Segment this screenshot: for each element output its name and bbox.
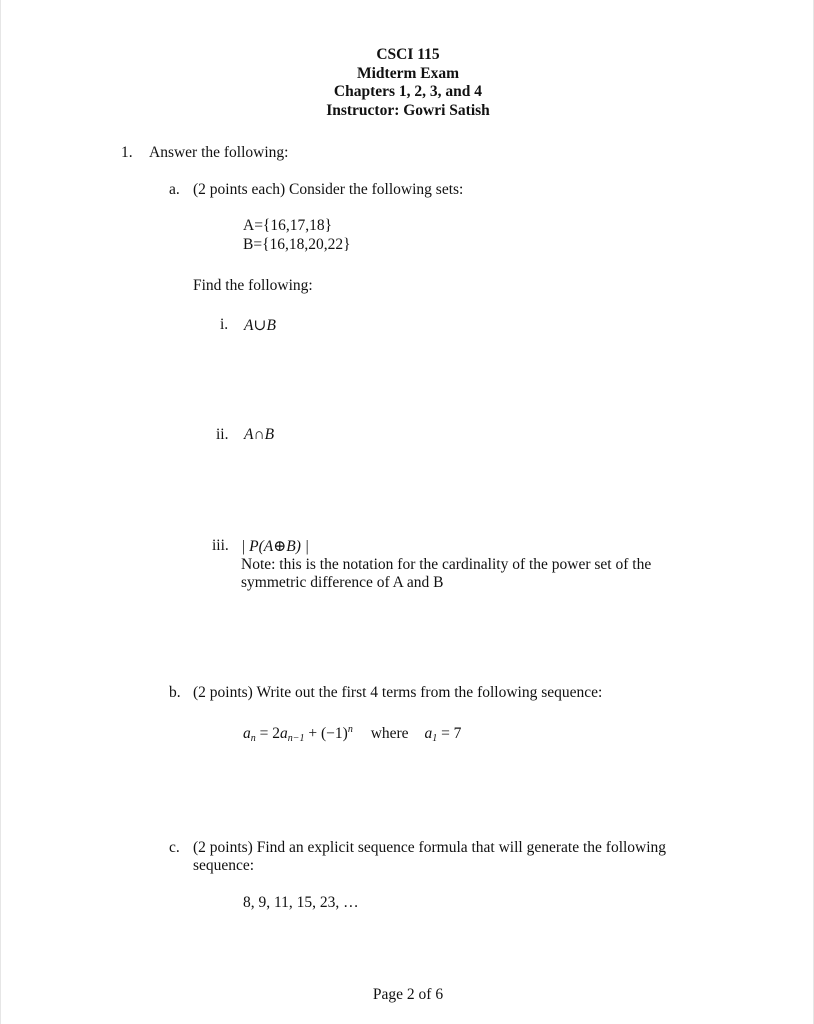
course-title: CSCI 115 <box>376 46 440 63</box>
formula-lhs-subscript: n <box>250 733 256 744</box>
part-c-label: c. <box>169 839 180 856</box>
part-b-text: (2 points) Write out the first 4 terms from the following sequence: <box>193 684 603 701</box>
formula-term-subscript: n−1 <box>287 733 305 744</box>
item-iii-label: iii. <box>212 537 229 554</box>
exam-title: Midterm Exam <box>356 64 459 82</box>
item-ii-expression: A∩B <box>244 426 275 443</box>
part-c-text: (2 points) Find an explicit sequence formula that will generate the following sequence: <box>193 839 667 874</box>
page-number: Page 2 of 6 <box>372 986 444 1003</box>
part-a-label: a. <box>169 181 180 198</box>
question-prompt: Answer the following: <box>149 144 289 161</box>
item-ii-label: ii. <box>216 426 229 443</box>
question-number: 1. <box>121 144 133 161</box>
formula-equals: = 2 <box>255 725 280 742</box>
item-iii-note: Note: this is the notation for the cardinality of the power set of the symmetric difference of A and B <box>241 556 652 591</box>
set-a-definition: A={16,17,18} <box>243 217 333 234</box>
part-b-label: b. <box>169 684 181 701</box>
sequence-terms: 8, 9, 11, 15, 23, … <box>243 894 359 911</box>
exam-header <box>1 46 814 120</box>
formula-power: n <box>347 724 353 735</box>
item-i-expression: A∪B <box>244 317 276 334</box>
formula-init-value: = 7 <box>437 725 462 742</box>
find-following-text: Find the following: <box>193 277 313 294</box>
formula-where: where <box>370 725 409 742</box>
set-b-definition: B={16,18,20,22} <box>243 236 351 253</box>
item-i-label: i. <box>220 316 229 333</box>
item-iii-expression: | P(A⊕B) | <box>241 538 309 555</box>
formula-init: a <box>424 725 433 742</box>
recurrence-formula <box>243 724 461 744</box>
formula-rest: + (−1) <box>304 725 348 742</box>
formula-lhs: a <box>243 725 251 742</box>
part-a-text: (2 points each) Consider the following sets: <box>193 181 464 198</box>
instructor-line: Instructor: Gowri Satish <box>326 101 490 119</box>
chapters-line: Chapters 1, 2, 3, and 4 <box>333 83 483 100</box>
formula-term: a <box>280 725 288 742</box>
formula-init-subscript: 1 <box>432 733 438 744</box>
